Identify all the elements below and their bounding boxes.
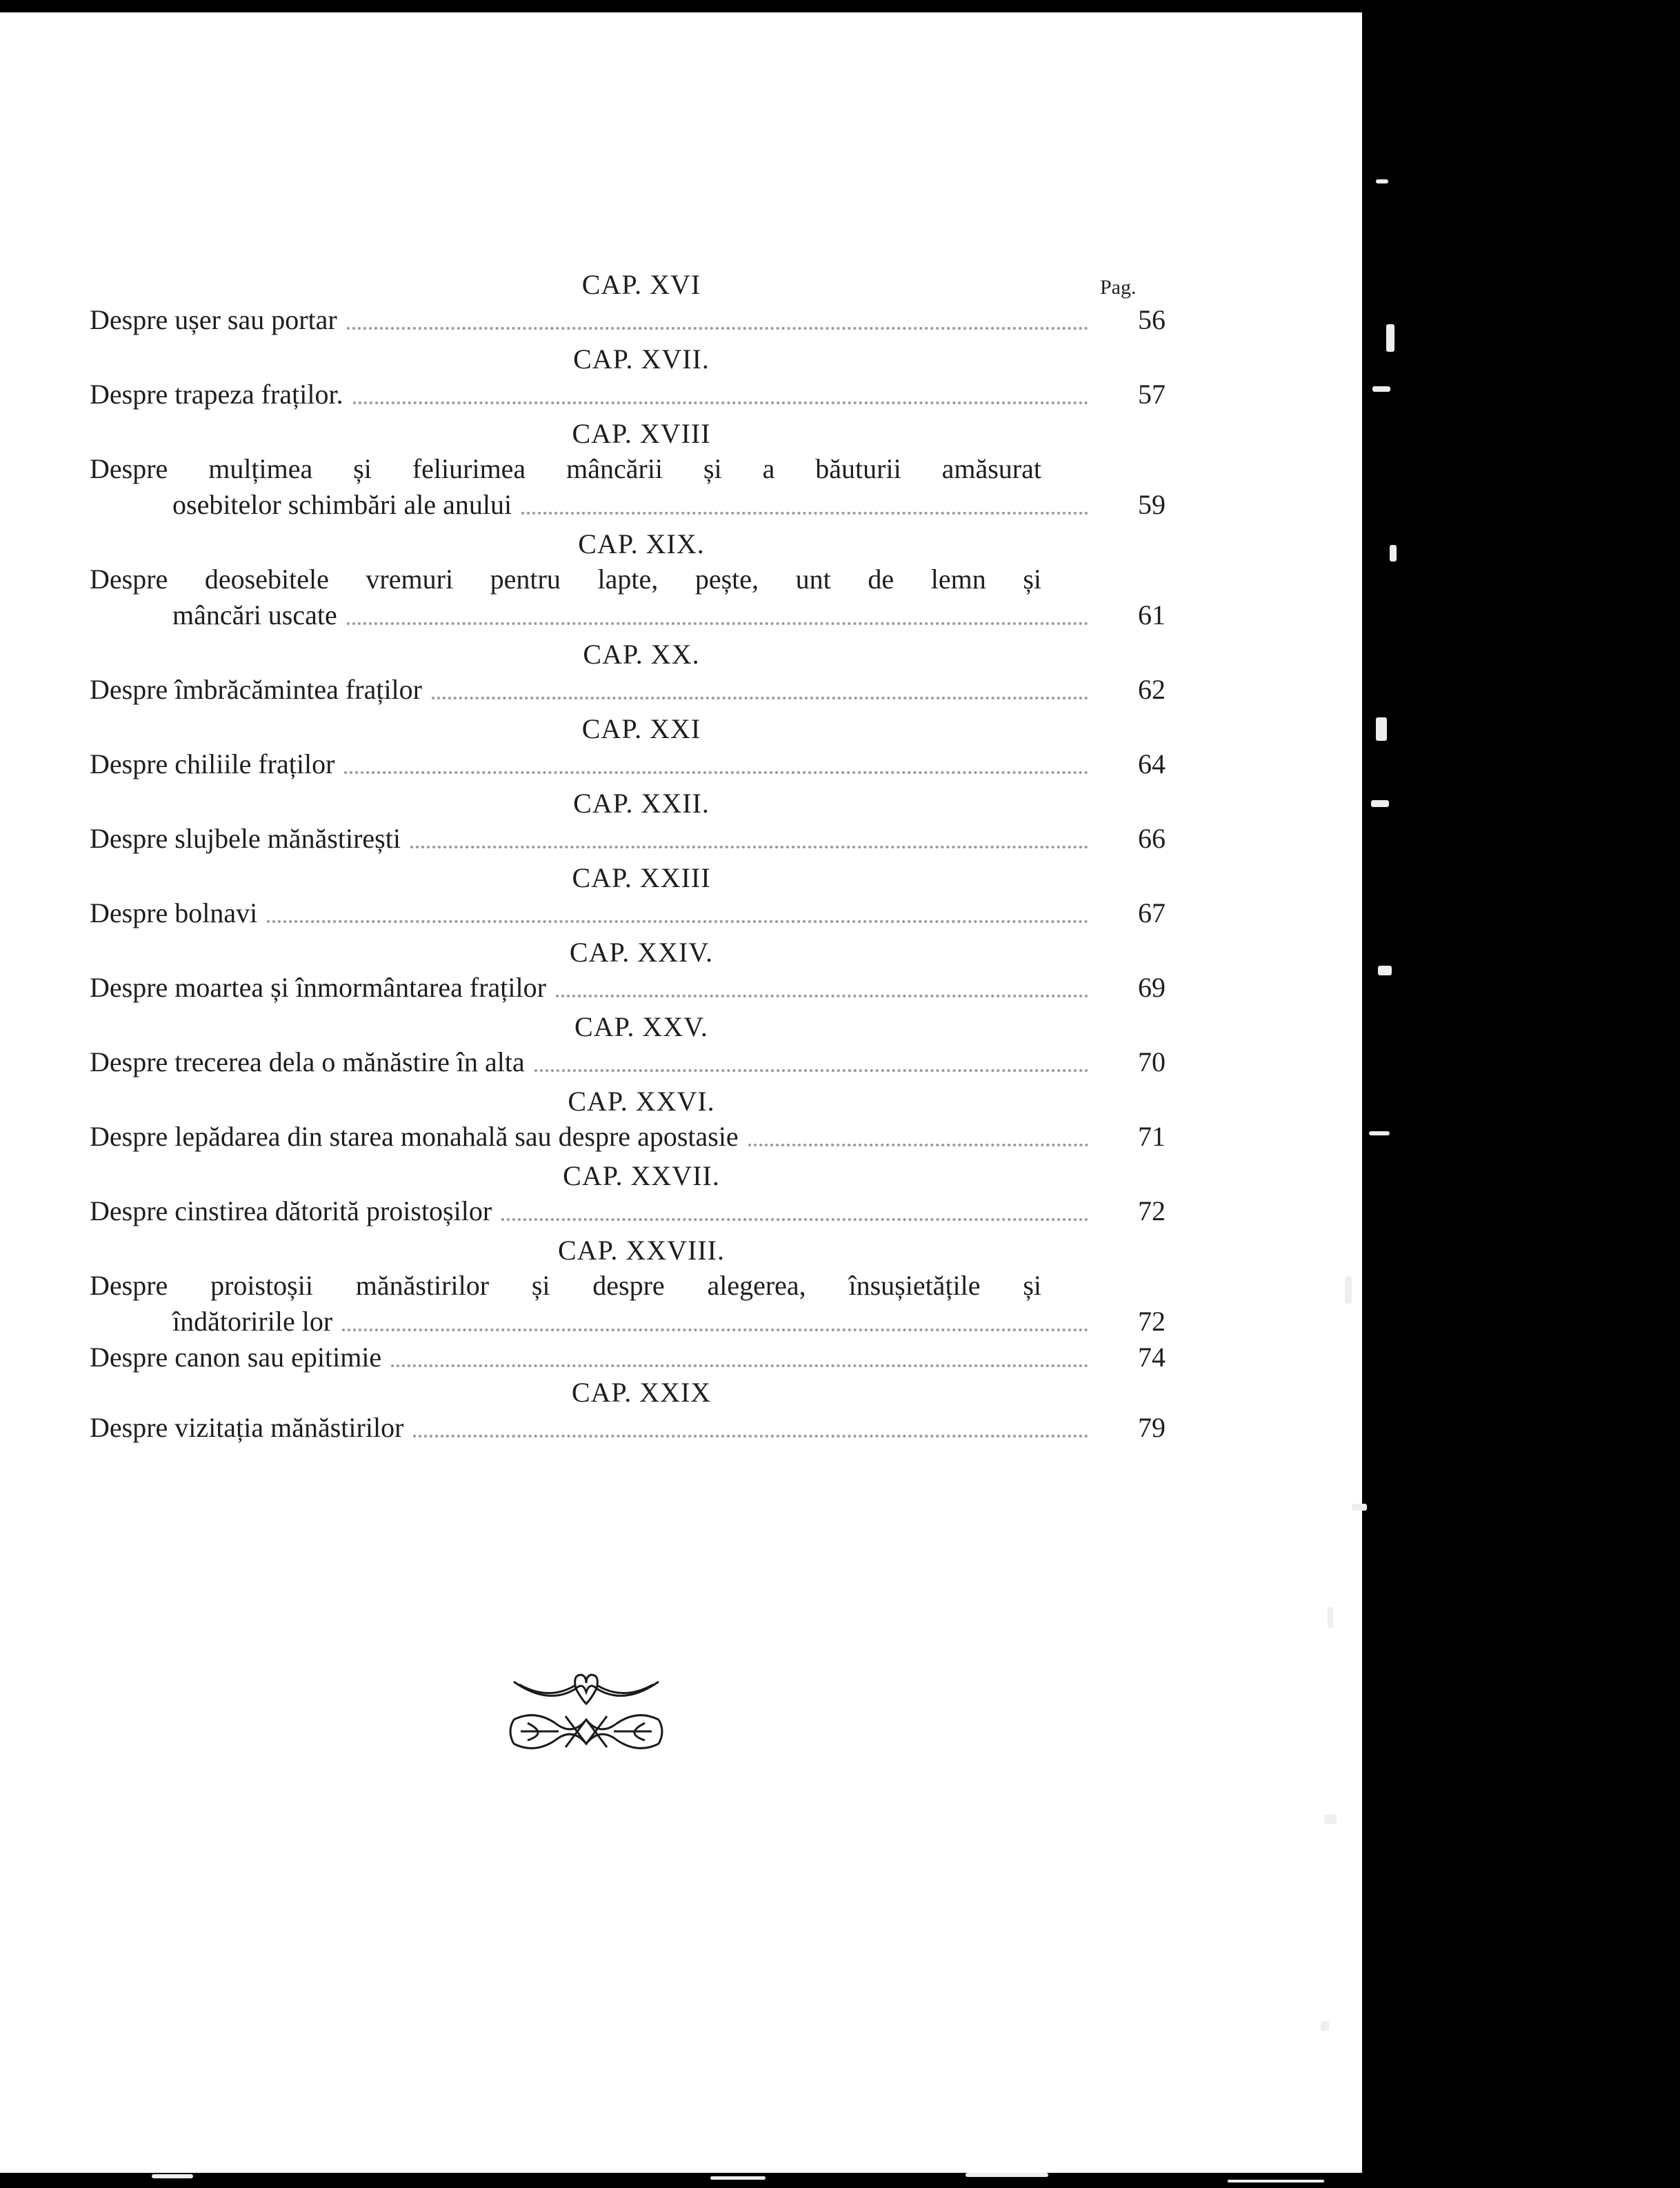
toc-entry bbox=[90, 1233, 1166, 1340]
entry-title: Despre canon sau epitimie bbox=[90, 1342, 382, 1373]
chapter-heading: CAP. XXV. bbox=[574, 1011, 708, 1042]
dot-leader bbox=[344, 771, 1088, 774]
dot-leader bbox=[432, 697, 1088, 699]
dot-leader bbox=[410, 846, 1088, 848]
dot-leader bbox=[347, 622, 1088, 625]
entry-title: Despre bolnavi bbox=[90, 897, 258, 928]
dot-leader bbox=[342, 1329, 1088, 1331]
toc-line[interactable] bbox=[90, 1193, 1166, 1229]
chapter-heading: CAP. XXVI. bbox=[568, 1086, 715, 1117]
chapter-heading: CAP. XVII. bbox=[573, 344, 710, 375]
page-number: 64 bbox=[1138, 748, 1166, 779]
page-number: 62 bbox=[1138, 674, 1166, 705]
toc-entry bbox=[90, 637, 1166, 708]
toc-entry bbox=[90, 786, 1166, 857]
chapter-heading: CAP. XXIII bbox=[572, 862, 711, 893]
scan-speck bbox=[1345, 1276, 1352, 1304]
dot-leader bbox=[748, 1144, 1088, 1146]
scan-speck bbox=[1324, 1814, 1337, 1824]
table-of-contents bbox=[90, 268, 1166, 1450]
entry-title-continuation: osebitelor schimbări ale anului bbox=[172, 489, 512, 520]
chapter-heading: CAP. XXVIII. bbox=[558, 1235, 725, 1266]
entry-title: Despre chiliile fraților bbox=[90, 748, 335, 779]
chapter-heading: CAP. XVIII bbox=[572, 418, 711, 449]
page-number: 79 bbox=[1138, 1412, 1166, 1443]
dot-leader bbox=[521, 512, 1088, 515]
entry-title-first-line: Despre deosebitele vremuri pentru lapte, pește, unt de lemn și bbox=[90, 564, 1041, 595]
toc-entry bbox=[90, 1375, 1166, 1446]
dot-leader bbox=[267, 920, 1088, 923]
toc-line[interactable] bbox=[90, 895, 1166, 931]
chapter-heading: CAP. XIX. bbox=[578, 528, 705, 559]
toc-line[interactable] bbox=[90, 1340, 1166, 1375]
page-number: 57 bbox=[1138, 379, 1166, 410]
entry-title: Despre trapeza fraților. bbox=[90, 379, 343, 410]
toc-entry bbox=[90, 268, 1166, 338]
entry-title: Despre cinstirea dătorită proistoșilor bbox=[90, 1195, 492, 1226]
scan-speck bbox=[1371, 800, 1389, 807]
scan-speck bbox=[710, 2176, 766, 2180]
toc-line[interactable] bbox=[90, 672, 1166, 708]
toc-entry bbox=[90, 1340, 1166, 1375]
book-page bbox=[0, 12, 1362, 2173]
chapter-heading: CAP. XXI bbox=[581, 713, 701, 744]
dot-leader bbox=[501, 1218, 1088, 1221]
toc-line[interactable] bbox=[90, 302, 1166, 338]
scan-speck bbox=[1228, 2180, 1324, 2182]
page-number: 72 bbox=[1138, 1195, 1166, 1226]
toc-entry bbox=[90, 935, 1166, 1006]
page-number: 71 bbox=[1138, 1121, 1166, 1152]
toc-entry bbox=[90, 342, 1166, 412]
entry-title: Despre slujbele mănăstirești bbox=[90, 823, 401, 854]
toc-line[interactable] bbox=[90, 377, 1166, 412]
chapter-heading: CAP. XXIX bbox=[571, 1377, 712, 1408]
scan-speck bbox=[1376, 717, 1387, 741]
toc-line[interactable] bbox=[90, 1119, 1166, 1155]
chapter-heading: CAP. XXVII. bbox=[563, 1160, 720, 1191]
toc-line[interactable] bbox=[90, 1410, 1166, 1446]
chapter-heading: CAP. XVI bbox=[581, 269, 701, 300]
page-number: 72 bbox=[1138, 1306, 1166, 1337]
scan-speck bbox=[1378, 966, 1392, 975]
scan-speck bbox=[152, 2174, 193, 2178]
scan-speck bbox=[1369, 1131, 1390, 1135]
scan-speck bbox=[1390, 545, 1397, 561]
entry-title: Despre îmbrăcămintea fraților bbox=[90, 674, 422, 705]
toc-entry bbox=[90, 1159, 1166, 1229]
chapter-heading: CAP. XX. bbox=[583, 639, 700, 670]
page-number: 74 bbox=[1138, 1342, 1166, 1373]
scan-speck bbox=[1372, 386, 1390, 392]
chapter-heading: CAP. XXII. bbox=[573, 788, 710, 819]
dot-leader bbox=[391, 1364, 1088, 1367]
celtic-knot-ornament-icon bbox=[507, 1668, 666, 1758]
toc-entry bbox=[90, 861, 1166, 931]
dot-leader bbox=[534, 1069, 1088, 1072]
entry-title-continuation: îndătoririle lor bbox=[172, 1306, 333, 1337]
toc-entry bbox=[90, 417, 1166, 523]
scan-speck bbox=[1376, 179, 1388, 183]
scan-speck bbox=[1386, 324, 1394, 352]
entry-title: Despre trecerea dela o mănăstire în alta bbox=[90, 1046, 525, 1077]
entry-title: Despre moartea și înmormântarea fraților bbox=[90, 972, 546, 1003]
toc-entry bbox=[90, 1084, 1166, 1155]
chapter-heading: CAP. XXIV. bbox=[569, 937, 714, 968]
dot-leader bbox=[347, 327, 1088, 330]
page-number: 61 bbox=[1138, 599, 1166, 630]
page-number: 67 bbox=[1138, 897, 1166, 928]
page-number: 70 bbox=[1138, 1046, 1166, 1077]
toc-line[interactable] bbox=[90, 821, 1166, 857]
entry-title-first-line: Despre proistoșii mănăstirilor și despre alegerea, însușietățile și bbox=[90, 1270, 1041, 1301]
page-number: 66 bbox=[1138, 823, 1166, 854]
toc-line[interactable] bbox=[90, 597, 1166, 633]
toc-line[interactable] bbox=[90, 1044, 1166, 1080]
toc-entry bbox=[90, 712, 1166, 782]
toc-line[interactable] bbox=[90, 487, 1166, 523]
page-number: 59 bbox=[1138, 489, 1166, 520]
entry-title-first-line: Despre mulțimea și feliurimea mâncării și a băuturii amăsurat bbox=[90, 453, 1041, 484]
scan-speck bbox=[1352, 1504, 1367, 1511]
dot-leader bbox=[556, 995, 1088, 997]
toc-line[interactable] bbox=[90, 746, 1166, 782]
scan-speck bbox=[1321, 2021, 1329, 2031]
entry-title: Despre lepădarea din starea monahală sau despre apostasie bbox=[90, 1121, 739, 1152]
toc-line[interactable] bbox=[90, 970, 1166, 1006]
toc-line[interactable] bbox=[90, 1304, 1166, 1340]
page-column-header: Pag. bbox=[1100, 276, 1137, 299]
toc-entry bbox=[90, 527, 1166, 633]
entry-title: Despre vizitația mănăstirilor bbox=[90, 1412, 404, 1443]
scan-speck bbox=[1328, 1607, 1333, 1628]
toc-entry bbox=[90, 1010, 1166, 1080]
scan-speck bbox=[966, 2173, 1048, 2177]
page-number: 56 bbox=[1138, 304, 1166, 335]
dot-leader bbox=[413, 1435, 1088, 1438]
entry-title-continuation: mâncări uscate bbox=[172, 599, 337, 630]
entry-title: Despre ușer sau portar bbox=[90, 304, 337, 335]
page-number: 69 bbox=[1138, 972, 1166, 1003]
dot-leader bbox=[353, 401, 1088, 404]
